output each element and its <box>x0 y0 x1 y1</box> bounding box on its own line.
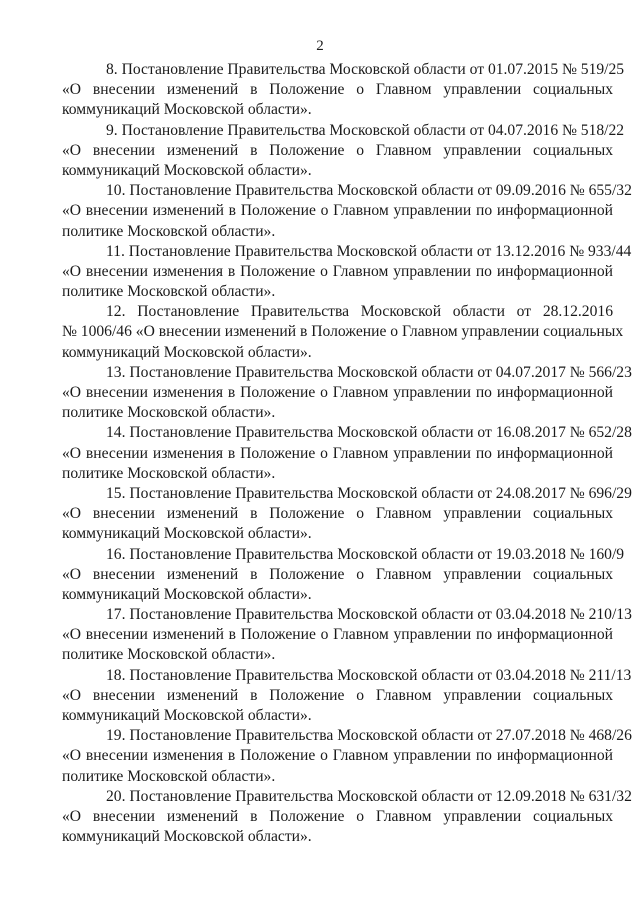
list-item <box>62 666 632 727</box>
paragraph-line: 8. Постановление Правительства Московской области от 01.07.2015 № 519/25 <box>106 61 625 78</box>
paragraph-line: 15. Постановление Правительства Московской области от 24.08.2017 № 696/29 <box>106 484 632 502</box>
paragraph-line: «О внесении изменений в Положение о Главном управлении социальных <box>62 565 613 583</box>
paragraph-line: 17. Постановление Правительства Московской области от 03.04.2018 № 210/13 <box>106 606 632 624</box>
list-item <box>62 363 632 424</box>
paragraph-line: политике Московской области». <box>62 404 276 422</box>
list-item <box>62 726 632 787</box>
paragraph-line: 12. Постановление Правительства Московской области от 28.12.2016 <box>106 303 613 321</box>
paragraph-line: «О внесении изменений в Положение о Главном управлении социальных <box>62 141 613 159</box>
paragraph-line: «О внесении изменений в Положение о Главном управлении социальных <box>62 505 613 523</box>
paragraph-line: 14. Постановление Правительства Московской области от 16.08.2017 № 652/28 <box>106 424 632 442</box>
paragraph-line: 18. Постановление Правительства Московской области от 03.04.2018 № 211/13 <box>106 666 632 684</box>
paragraph-line: политике Московской области». <box>62 464 276 482</box>
paragraph-line: политике Московской области». <box>62 222 276 240</box>
paragraph-line: «О внесении изменений в Положение о Главном управлении социальных <box>62 807 613 825</box>
paragraph-line: «О внесении изменений в Положение о Главном управлении по информационной <box>62 626 613 644</box>
paragraph-line: коммуникаций Московской области». <box>62 161 312 179</box>
paragraph-line: «О внесении изменений в Положение о Главном управлении социальных <box>62 81 613 99</box>
paragraph-line: 20. Постановление Правительства Московской области от 12.09.2018 № 631/32 <box>106 787 632 805</box>
paragraph-line: 9. Постановление Правительства Московской области от 04.07.2016 № 518/22 <box>106 121 625 139</box>
paragraph-line: коммуникаций Московской области». <box>62 525 312 543</box>
page-number: 2 <box>316 38 324 54</box>
list-item <box>62 302 624 363</box>
paragraph-line: 10. Постановление Правительства Московской области от 09.09.2016 № 655/32 <box>106 182 632 200</box>
paragraph-line: «О внесении изменения в Положение о Главном управлении по информационной <box>62 384 613 401</box>
document-body <box>62 60 632 847</box>
list-item <box>62 60 625 121</box>
paragraph-line: «О внесении изменения в Положение о Главном управлении по информационной <box>62 262 613 280</box>
paragraph-line: 11. Постановление Правительства Московской области от 13.12.2016 № 933/44 <box>106 242 632 260</box>
list-item <box>62 787 632 848</box>
list-item <box>62 484 632 545</box>
list-item <box>62 121 625 182</box>
paragraph-line: «О внесении изменения в Положение о Главном управлении по информационной <box>62 444 613 462</box>
paragraph-line: коммуникаций Московской области». <box>62 828 312 846</box>
paragraph-line: 19. Постановление Правительства Московской области от 27.07.2018 № 468/26 <box>106 727 632 745</box>
list-item <box>62 545 625 606</box>
paragraph-line: коммуникаций Московской области». <box>62 343 312 361</box>
paragraph-line: политике Московской области». <box>62 283 276 301</box>
paragraph-line: «О внесении изменений в Положение о Главном управлении социальных <box>62 686 613 704</box>
paragraph-line: «О внесении изменения в Положение о Главном управлении по информационной <box>62 747 613 765</box>
paragraph-line: 13. Постановление Правительства Московской области от 04.07.2017 № 566/23 <box>106 363 632 381</box>
paragraph-line: политике Московской области». <box>62 767 276 785</box>
paragraph-line: 16. Постановление Правительства Московской области от 19.03.2018 № 160/9 <box>106 545 625 563</box>
paragraph-line: политике Московской области». <box>62 646 276 664</box>
list-item <box>62 242 632 303</box>
paragraph-line: коммуникаций Московской области». <box>62 101 312 119</box>
paragraph-line: коммуникаций Московской области». <box>62 585 312 603</box>
list-item <box>62 181 632 242</box>
paragraph-line: № 1006/46 «О внесении изменений в Положение о Главном управлении социальных <box>62 323 624 341</box>
paragraph-line: «О внесении изменений в Положение о Главном управлении по информационной <box>62 202 613 220</box>
paragraph-line: коммуникаций Московской области». <box>62 707 312 724</box>
list-item <box>62 605 632 666</box>
list-item <box>62 423 632 484</box>
